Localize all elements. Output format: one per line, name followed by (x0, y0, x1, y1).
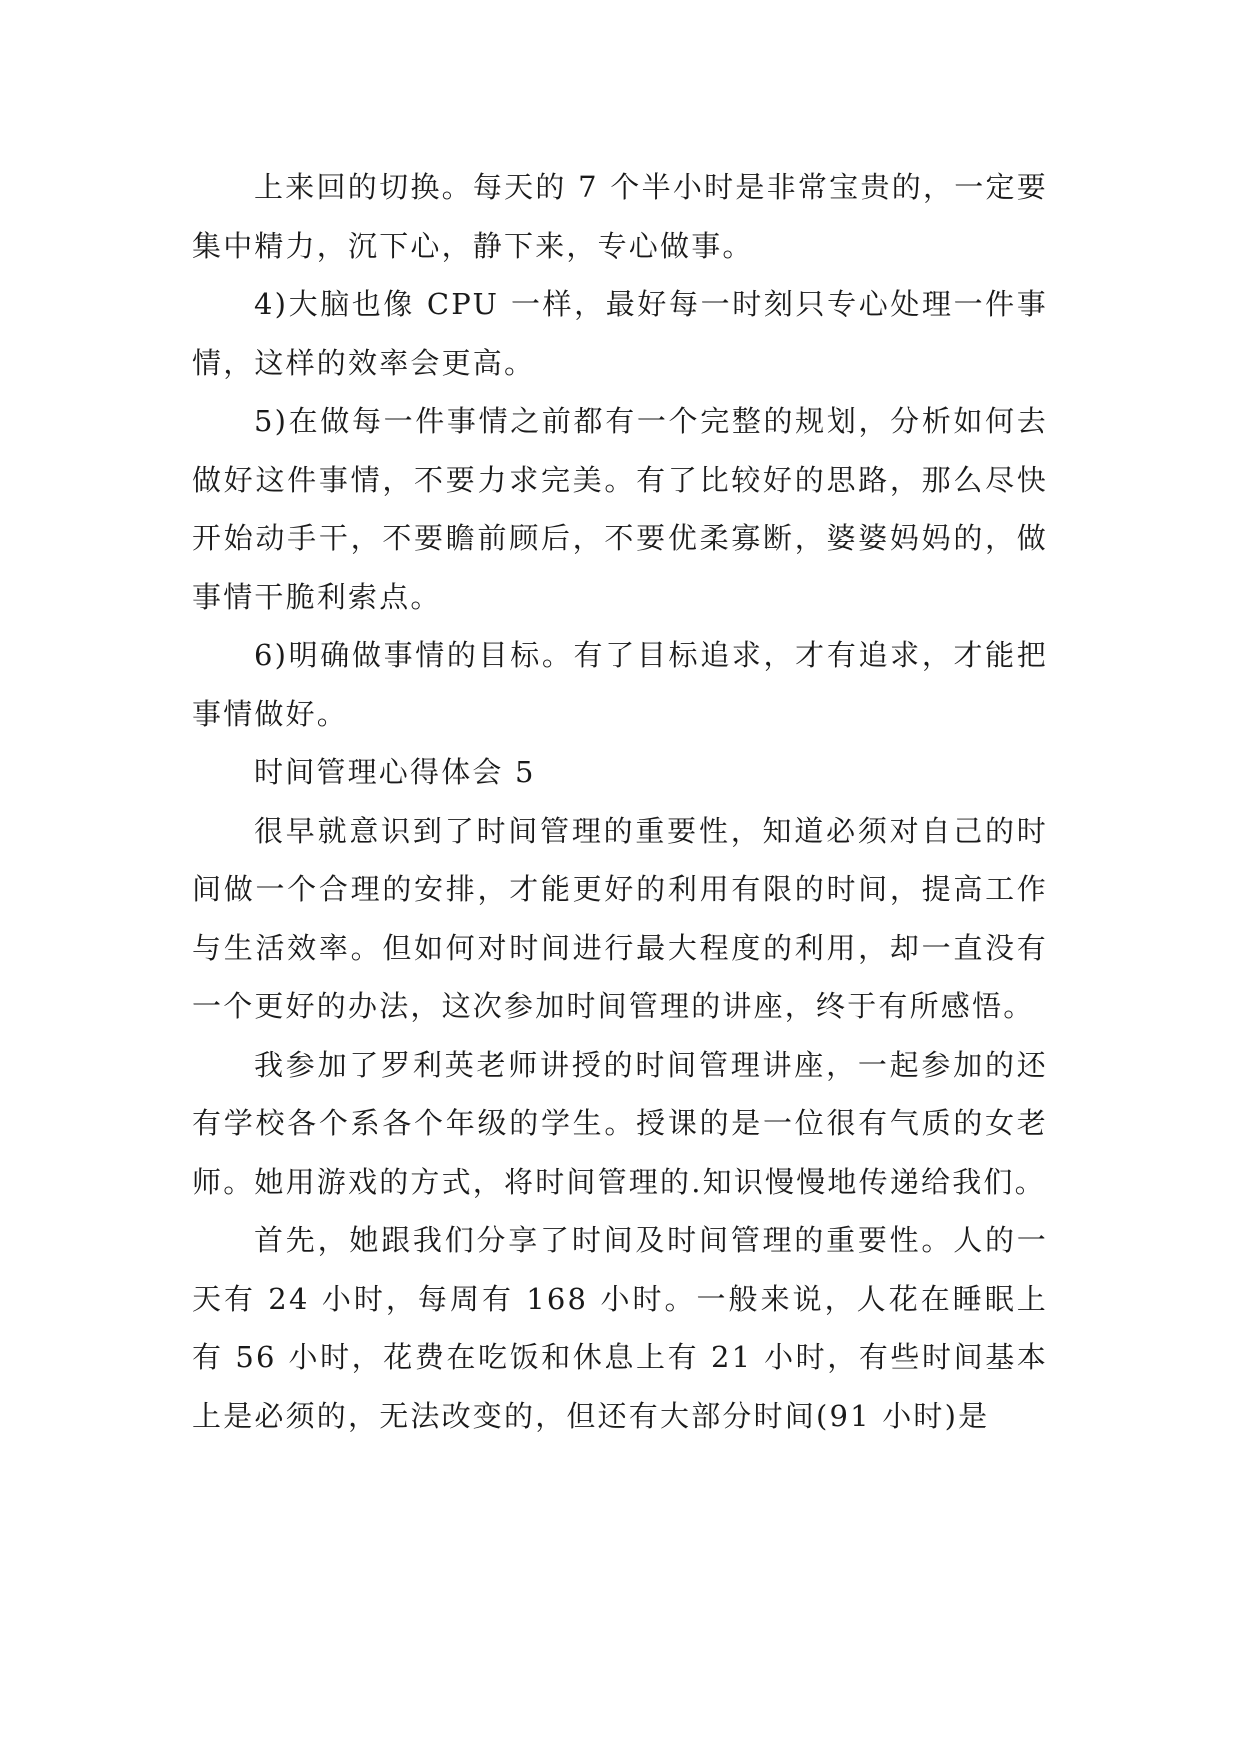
document-body (192, 158, 1048, 1445)
paragraph-lecture: 我参加了罗利英老师讲授的时间管理讲座，一起参加的还有学校各个系各个年级的学生。授课的是一位很有气质的女老师。她用游戏的方式，将时间管理的.知识慢慢地传递给我们。 (192, 1047, 1048, 1199)
paragraph-switching: 上来回的切换。每天的 7 个半小时是非常宝贵的，一定要集中精力，沉下心，静下来，专心做事。 (192, 170, 1048, 263)
paragraph-point-6: 6)明确做事情的目标。有了目标追求，才有追求，才能把事情做好。 (192, 638, 1048, 731)
paragraph-importance: 首先，她跟我们分享了时间及时间管理的重要性。人的一天有 24 小时，每周有 168 小时。一般来说，人花在睡眠上有 56 小时，花费在吃饭和休息上有 21 小时，有些时间基本上是必须的，无法改变的，但还有大部分时间(91 小时)是 (192, 1223, 1048, 1433)
section-heading: 时间管理心得体会 5 (254, 755, 536, 789)
paragraph-point-4: 4)大脑也像 CPU 一样，最好每一时刻只专心处理一件事情，这样的效率会更高。 (192, 287, 1048, 380)
paragraph-awareness: 很早就意识到了时间管理的重要性，知道必须对自己的时间做一个合理的安排，才能更好的利用有限的时间，提高工作与生活效率。但如何对时间进行最大程度的利用，却一直没有一个更好的办法，这次参加时间管理的讲座，终于有所感悟。 (192, 813, 1048, 1023)
paragraph-point-5: 5)在做每一件事情之前都有一个完整的规划，分析如何去做好这件事情，不要力求完美。有了比较好的思路，那么尽快开始动手干，不要瞻前顾后，不要优柔寡断，婆婆妈妈的，做事情干脆利索点。 (192, 404, 1048, 614)
